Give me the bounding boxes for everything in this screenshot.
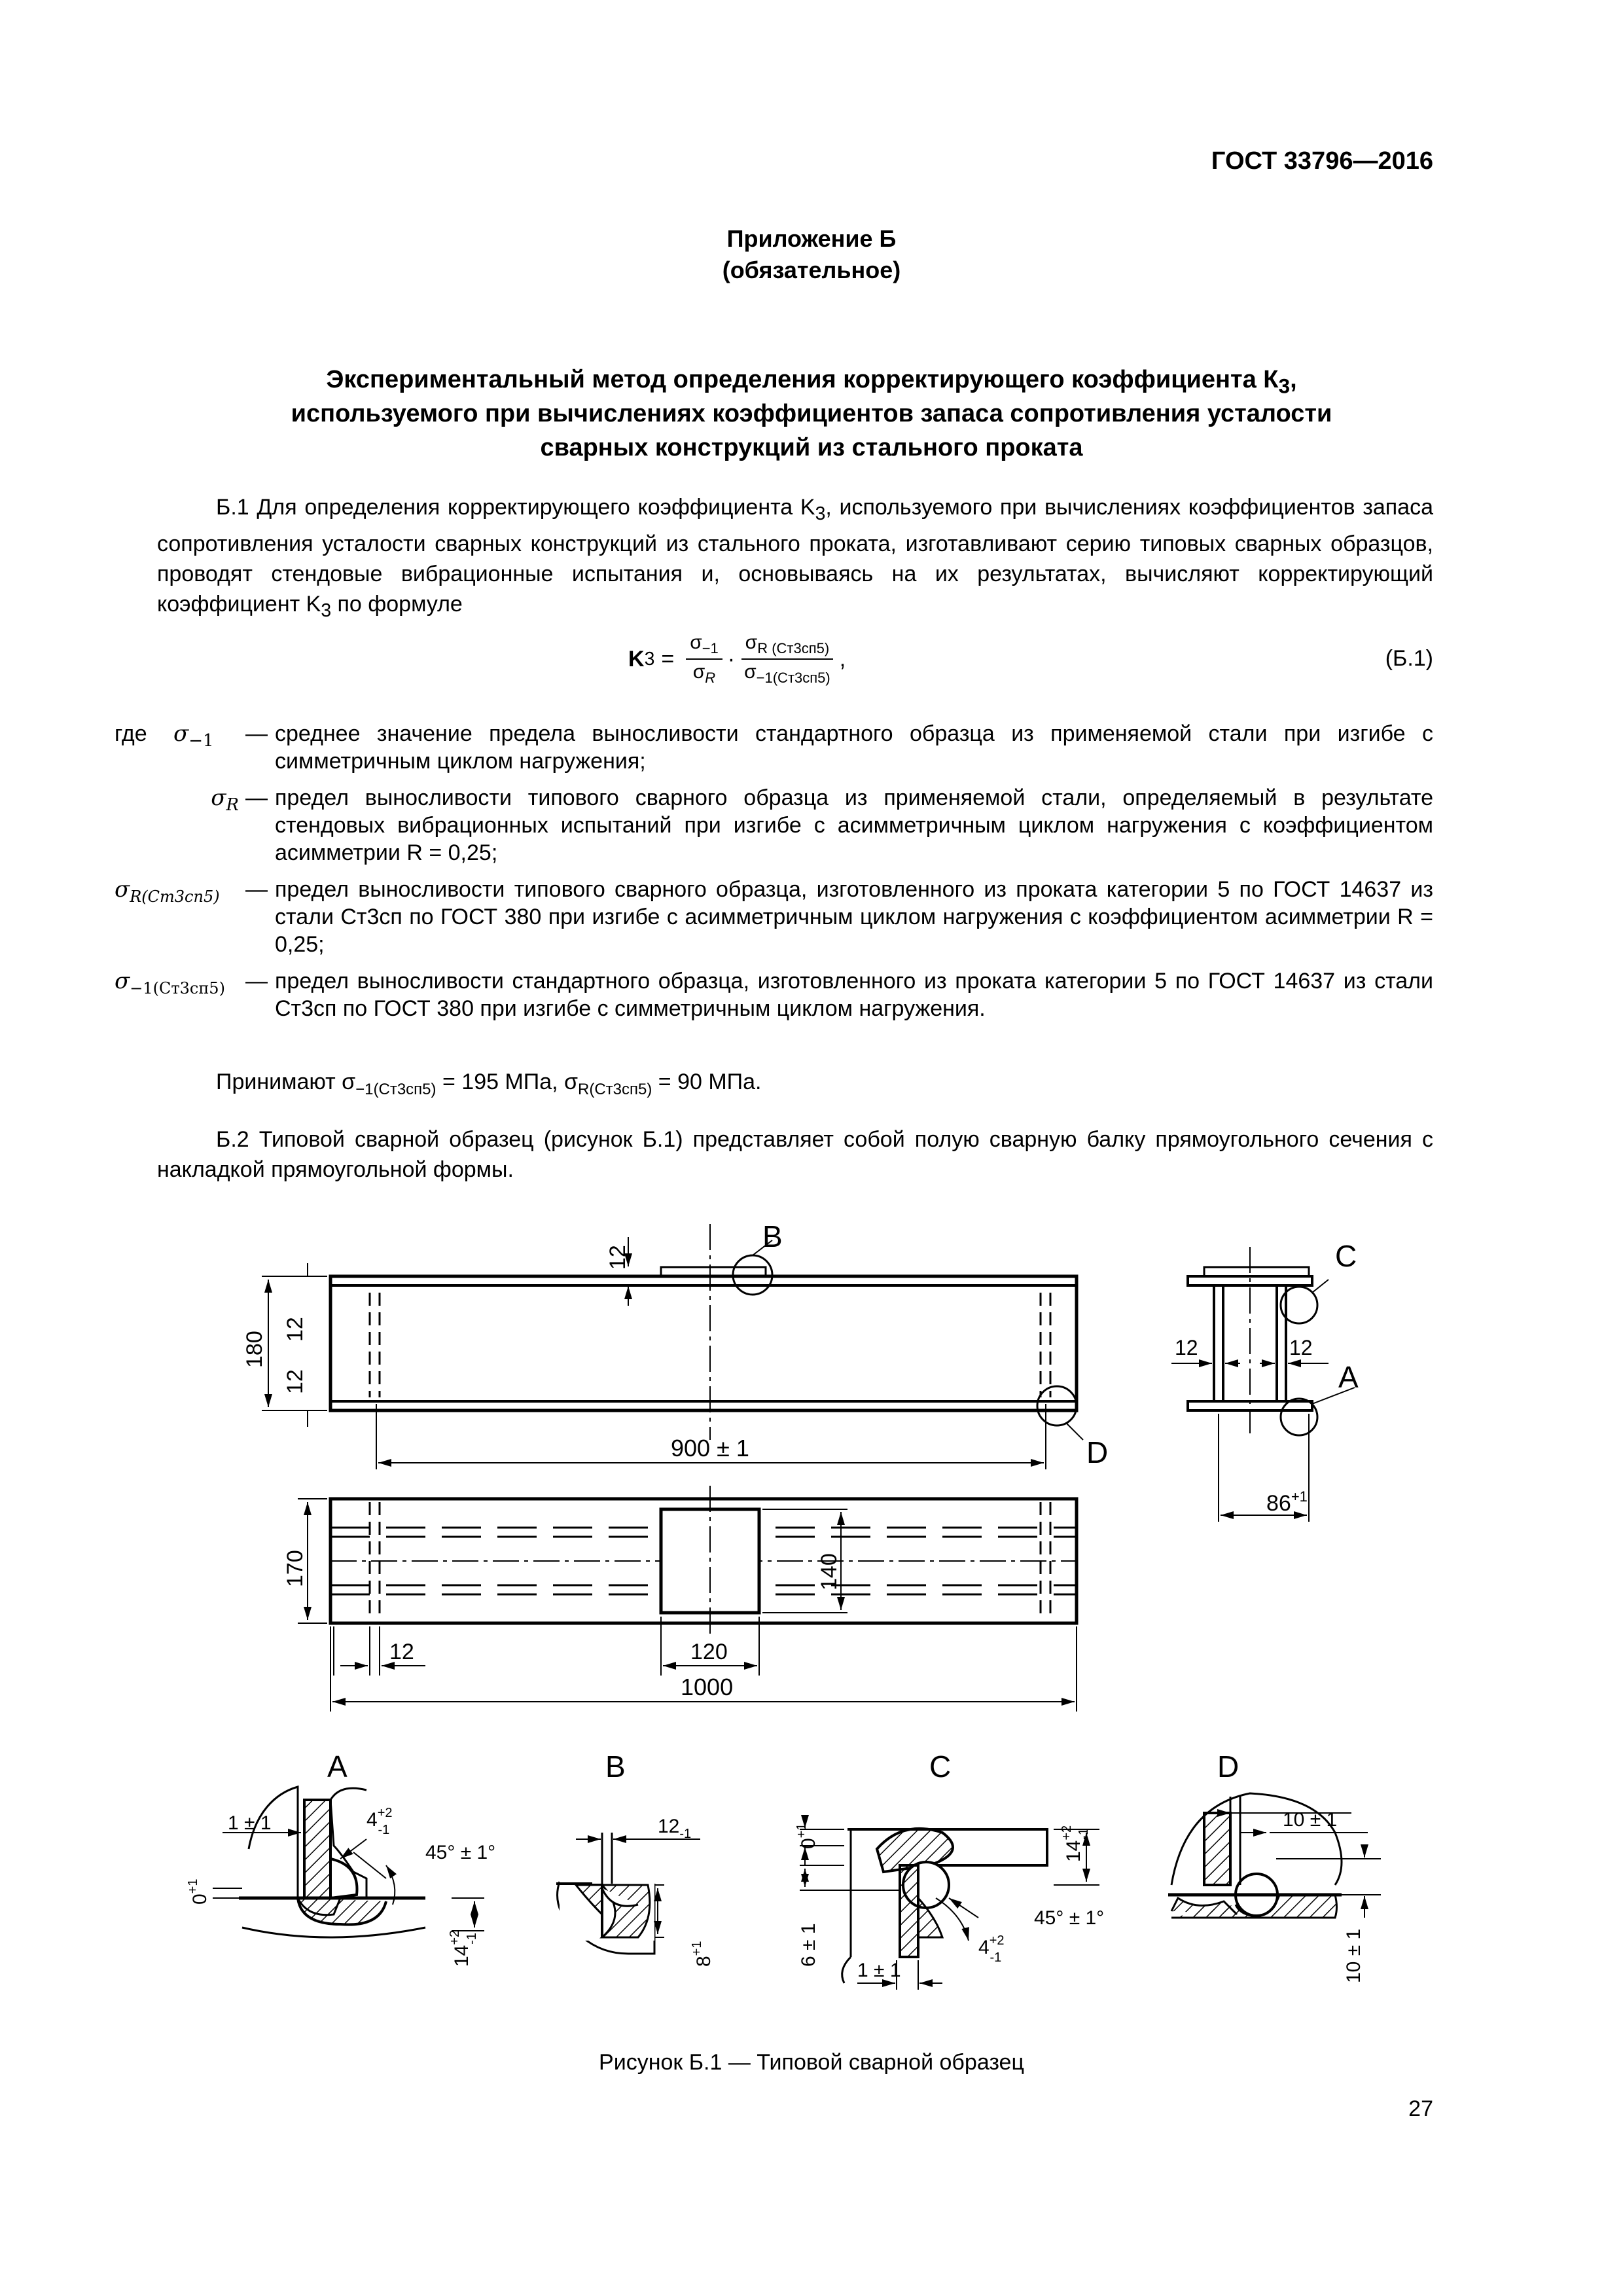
- document-header: ГОСТ 33796—2016: [1211, 147, 1433, 175]
- equation-number: (Б.1): [1385, 646, 1433, 671]
- dim-120: 120: [690, 1640, 728, 1664]
- dim-12-bottom: 12: [283, 1369, 308, 1394]
- appendix-title: Приложение Б: [726, 225, 897, 252]
- detail-d: [1168, 1793, 1381, 1918]
- dim-1pm1-c: 1 ± 1: [857, 1960, 901, 1981]
- dim-12-plate: 12: [605, 1245, 630, 1270]
- dim-6-c: 6 ± 1: [798, 1923, 819, 1967]
- dim-1pm1-a: 1 ± 1: [228, 1812, 272, 1834]
- dim-12-b: $12_{-1}$: [658, 1816, 692, 1841]
- page-number: 27: [1408, 2096, 1433, 2121]
- definition-item: $\sigma_{-1(Ст3сп5)}$ — предел выносливости стандартного образца, изготовленного из проката категории 5 по ГОСТ 14637 из стали Ст3сп по ГОСТ 380 при изгибе с симметричным циклом нагружения.: [115, 968, 1433, 1021]
- dim-170: 170: [283, 1550, 308, 1587]
- detail-d-title: D: [1217, 1749, 1240, 1784]
- dim-8-b: $8^{+1}$: [690, 1941, 715, 1967]
- figure-caption: Рисунок Б.1 — Типовой сварной образец: [599, 2050, 1024, 2075]
- dim-14-c: $14^{+2}$ -1: [1060, 1825, 1091, 1862]
- dim-86: $86^{+1}$: [1266, 1488, 1308, 1516]
- dim-4-c: $4^{+2}$ -1: [978, 1933, 1005, 1965]
- dim-10-top-d: 10 ± 1: [1283, 1809, 1338, 1831]
- dim-0-c: $0^{+1}$: [794, 1823, 819, 1849]
- section-title-line-1: Экспериментальный метод определения корректирующего коэффициента $К_3$,: [326, 366, 1297, 398]
- dim-12-top: 12: [283, 1317, 308, 1342]
- paragraph-b1: Б.1 Для определения корректирующего коэффициента $K_3$, используемого при вычислениях коэффициентов запаса сопротивления усталости сварных конструкций из стального проката, изготавливают серию типовых сварных образцов, проводят стендовые вибрационные испытания и, основываясь на их результатах, вычисляют корректирующий коэффициент $K_3$ по формуле: [157, 495, 1433, 621]
- detail-c: [800, 1816, 1099, 1990]
- dim-45-c: 45° ± 1°: [1034, 1907, 1105, 1929]
- dim-12-side-right: 12: [1289, 1336, 1313, 1359]
- dim-140: 140: [817, 1553, 842, 1590]
- definition-item: $\sigma_{R(Ст3сп5)}$ — предел выносливости типового сварного образца, изготовленного из проката категории 5 по ГОСТ 14637 из стали Ст3сп по ГОСТ 380 при изгибе с асимметричным циклом нагружения с коэффициентом асимметрии R = 0,25;: [115, 876, 1433, 957]
- dim-900: 900 ± 1: [671, 1435, 749, 1462]
- definition-item: $\sigma_R$ — предел выносливости типового сварного образца из применяемой стали, определяемый в результате стендовых вибрационных испытаний при изгибе с асимметричным циклом нагружения с коэффициентом асимметрии R = 0,25;: [211, 785, 1433, 865]
- section-title-line-2: используемого при вычислениях коэффициентов запаса сопротивления усталости: [291, 400, 1332, 427]
- definition-item: где $\sigma_{-1}$ — среднее значение предела выносливости стандартного образца из применяемой стали при изгибе с симметричным циклом нагружения;: [115, 721, 1433, 774]
- detail-c-title: C: [929, 1749, 952, 1784]
- section-title-line-3: сварных конструкций из стального проката: [540, 434, 1083, 461]
- dim-0-a: $0^{+1}$: [186, 1878, 211, 1905]
- dim-180: 180: [242, 1331, 267, 1368]
- dim-14-a: $14^{+2}$ -1: [448, 1929, 479, 1967]
- appendix-status: (обязательное): [722, 257, 901, 283]
- dim-10-side-d: 10 ± 1: [1343, 1928, 1364, 1983]
- fraction-2: $\frac{\sigma_{R (Ст3сп5)}}{\sigma_{-1(Ст3сп5)}}$: [740, 632, 834, 687]
- paragraph-b2: Б.2 Типовой сварной образец (рисунок Б.1) представляет собой полую сварную балку прямоугольного сечения с накладкой прямоугольной формы.: [157, 1127, 1433, 1182]
- front-view: [262, 1224, 1083, 1469]
- detail-label-b: B: [762, 1219, 783, 1253]
- detail-b-title: B: [605, 1749, 626, 1784]
- detail-a-title: A: [327, 1749, 348, 1784]
- fraction-1: $\frac{\sigma_{-1}}{\sigma_R}$: [686, 632, 722, 687]
- detail-label-c: C: [1335, 1239, 1357, 1273]
- dim-12-top-view: 12: [389, 1640, 414, 1664]
- dim-1000: 1000: [681, 1674, 734, 1700]
- detail-label-d: D: [1086, 1435, 1109, 1469]
- detail-label-a: A: [1338, 1360, 1359, 1394]
- dim-12-side-left: 12: [1175, 1336, 1198, 1359]
- side-view: [1171, 1247, 1355, 1522]
- detail-b: [556, 1833, 700, 1954]
- dim-4-a: $4^{+2}$ -1: [366, 1806, 393, 1837]
- formula-expression: K 3 = $\frac{\sigma_{-1}}{\sigma_R}$ · $\frac{\sigma_{R (Ст3сп5)}}{\sigma_{-1(Ст3сп5)}}$ ,: [628, 632, 846, 686]
- dim-45-a: 45° ± 1°: [425, 1842, 496, 1863]
- accepted-values: Принимают $\sigma_{-1(Ст3сп5)} = 195$ МПа, $\sigma_{R(Ст3сп5)} = 90$ МПа.: [216, 1069, 762, 1098]
